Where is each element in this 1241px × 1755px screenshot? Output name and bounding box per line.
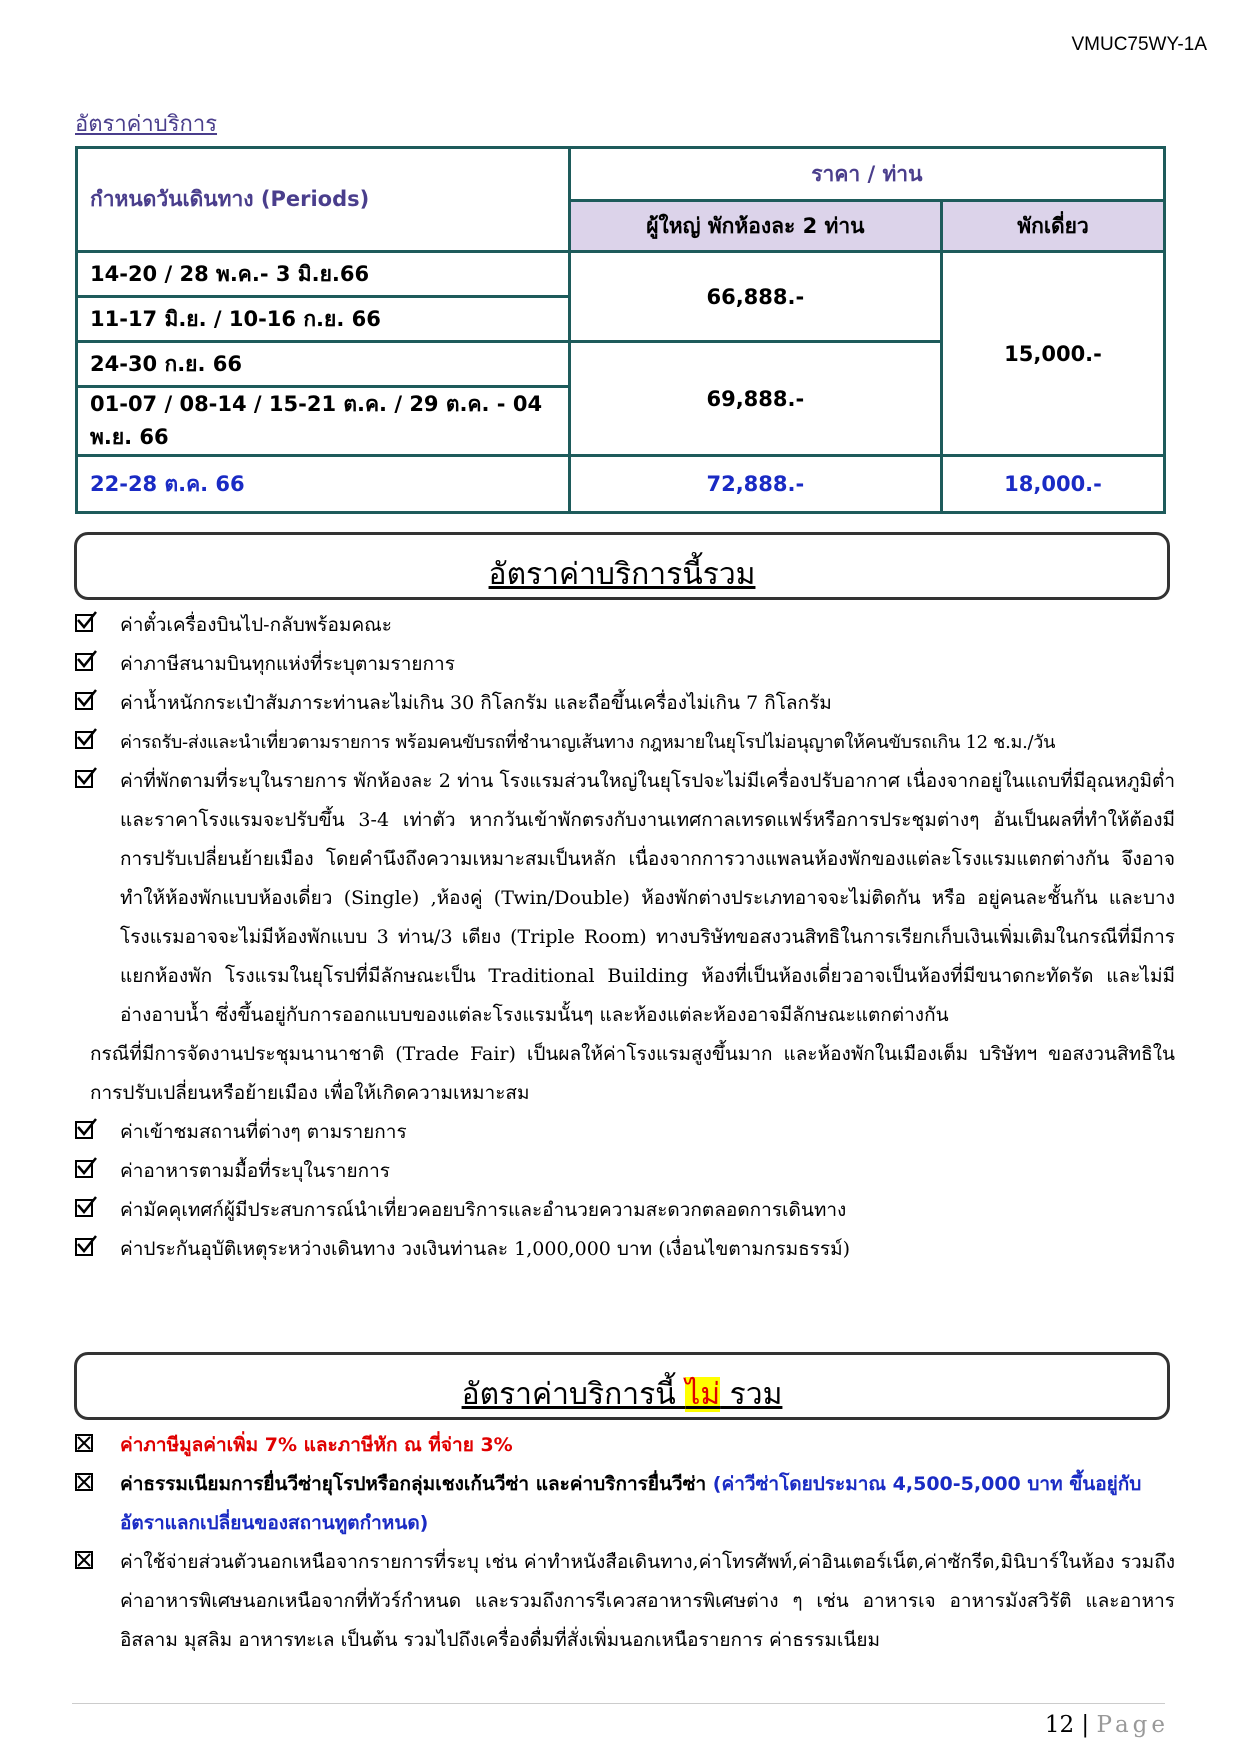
included-title: อัตราค่าบริการนี้รวม <box>488 557 756 592</box>
excluded-title: อัตราค่าบริการนี้ ไม่ รวม <box>461 1377 783 1412</box>
period-cell: 22-28 ต.ค. 66 <box>77 456 570 513</box>
single-header: พักเดี่ยว <box>942 201 1165 252</box>
checkbox-x-icon <box>75 1551 93 1569</box>
included-item: ค่าน้ำหนักกระเป๋าสัมภาระท่านละไม่เกิน 30 กิโลกรัม และถือขึ้นเครื่องไม่เกิน 7 กิโลกรัม <box>75 684 1175 723</box>
adult-header: ผู้ใหญ่ พักห้องละ 2 ท่าน <box>569 201 941 252</box>
footer-divider <box>72 1703 1165 1704</box>
checkbox-checked-icon <box>75 731 93 749</box>
single-cell: 18,000.- <box>942 456 1165 513</box>
checkbox-x-icon <box>75 1473 93 1491</box>
page-word: Page <box>1096 1712 1169 1738</box>
included-item: ค่ารถรับ-ส่งและนำเที่ยวตามรายการ พร้อมคนขับรถที่ชำนาญเส้นทาง กฎหมายในยุโรปไม่อนุญาตให้คนขับรถเกิน 12 ช.ม./วัน <box>75 723 1175 762</box>
checkbox-checked-icon <box>75 770 93 788</box>
period-cell: 11-17 มิ.ย. / 10-16 ก.ย. 66 <box>77 297 570 342</box>
price-cell: 69,888.- <box>569 342 941 456</box>
period-header: กำหนดวันเดินทาง (Periods) <box>77 148 570 252</box>
document-code: VMUC75WY-1A <box>1071 34 1207 55</box>
checkbox-checked-icon <box>75 692 93 710</box>
period-cell: 24-30 ก.ย. 66 <box>77 342 570 387</box>
not-highlight: ไม่ <box>685 1377 721 1412</box>
included-item: ค่าประกันอุบัติเหตุระหว่างเดินทาง วงเงินท่านละ 1,000,000 บาท (เงื่อนไขตามกรมธรรม์) <box>75 1230 1175 1269</box>
included-item: ค่าเข้าชมสถานที่ต่างๆ ตามรายการ <box>75 1113 1175 1152</box>
checkbox-checked-icon <box>75 1238 93 1256</box>
trade-fair-note: กรณีที่มีการจัดงานประชุมนานาชาติ (Trade Fair) เป็นผลให้ค่าโรงแรมสูงขึ้นมาก และห้องพักในเมืองเต็ม บริษัทฯ ขอสงวนสิทธิในการปรับเปลี่ยนหรือย้ายเมือง เพื่อให้เกิดความเหมาะสม <box>90 1043 1175 1104</box>
price-cell: 72,888.- <box>569 456 941 513</box>
excluded-item: ค่าภาษีมูลค่าเพิ่ม 7% และภาษีหัก ณ ที่จ่าย 3% <box>75 1426 1175 1465</box>
excluded-item: ค่าใช้จ่ายส่วนตัวนอกเหนือจากรายการที่ระบุ เช่น ค่าทำหนังสือเดินทาง,ค่าโทรศัพท์,ค่าอินเตอร์เน็ต,ค่าซักรีด,มินิบาร์ในห้อง รวมถึงค่าอาหารพิเศษนอกเหนือจากที่ทัวร์กำหนด และรวมถึงการรีเควสอาหารพิเศษต่าง ๆ เช่น อาหารเจ อาหารมังสวิรัติ และอาหารอิสลาม มุสลิม อาหารทะเล เป็นต้น รวมไปถึงเครื่องดื่มที่สั่งเพิ่มนอกเหนือรายการ ค่าธรรมเนียม <box>75 1543 1175 1660</box>
excluded-item: ค่าธรรมเนียมการยื่นวีซ่ายุโรปหรือกลุ่มเชงเก้นวีซ่า และค่าบริการยื่นวีซ่า (ค่าวีซ่าโดยประมาณ 4,500-5,000 บาท ขึ้นอยู่กับอัตราแลกเปลี่ยนของสถานทูตกำหนด) <box>75 1465 1175 1543</box>
period-cell: 14-20 / 28 พ.ค.- 3 มิ.ย.66 <box>77 252 570 297</box>
page-footer: 12 | Page <box>1044 1712 1169 1738</box>
included-item: ค่ามัคคุเทศก์ผู้มีประสบการณ์นำเที่ยวคอยบริการและอำนวยความสะดวกตลอดการเดินทาง <box>75 1191 1175 1230</box>
price-cell: 66,888.- <box>569 252 941 342</box>
checkbox-checked-icon <box>75 614 93 632</box>
excluded-list <box>75 1426 1175 1660</box>
included-heading-box <box>74 532 1170 600</box>
excluded-heading-box <box>74 1352 1170 1420</box>
price-header: ราคา / ท่าน <box>569 148 1164 201</box>
checkbox-checked-icon <box>75 1160 93 1178</box>
section-title: อัตราค่าบริการ <box>75 112 218 137</box>
checkbox-checked-icon <box>75 1121 93 1139</box>
period-cell: 01-07 / 08-14 / 15-21 ต.ค. / 29 ต.ค. - 04 พ.ย. 66 <box>77 387 570 456</box>
included-item: ค่าที่พักตามที่ระบุในรายการ พักห้องละ 2 ท่าน โรงแรมส่วนใหญ่ในยุโรปจะไม่มีเครื่องปรับอากาศ เนื่องจากอยู่ในแถบที่มีอุณหภูมิต่ำและราคาโรงแรมจะปรับขึ้น 3-4 เท่าตัว หากวันเข้าพักตรงกับงานเทศกาลเทรดแฟร์หรือการประชุมต่างๆ อันเป็นผลที่ทำให้ต้องมีการปรับเปลี่ยนย้ายเมือง โดยคำนึงถึงความเหมาะสมเป็นหลัก เนื่องจากการวางแพลนห้องพักของแต่ละโรงแรมแตกต่างกัน จึงอาจทำให้ห้องพักแบบห้องเดี่ยว (Single) ,ห้องคู่ (Twin/Double) ห้องพักต่างประเภทอาจจะไม่ติดกัน หรือ อยู่คนละชั้นกัน และบางโรงแรมอาจจะไม่มีห้องพักแบบ 3 ท่าน/3 เตียง (Triple Room) ทางบริษัทขอสงวนสิทธิในการเรียกเก็บเงินเพิ่มเติมในกรณีที่มีการแยกห้องพัก โรงแรมในยุโรปที่มีลักษณะเป็น Traditional Building ห้องที่เป็นห้องเดี่ยวอาจเป็นห้องที่มีขนาดกะทัดรัด และไม่มีอ่างอาบน้ำ ซึ่งขึ้นอยู่กับการออกแบบของแต่ละโรงแรมนั้นๆ และห้องแต่ละห้องอาจมีลักษณะแตกต่างกัน <box>75 762 1175 1035</box>
checkbox-x-icon <box>75 1434 93 1452</box>
price-table <box>75 146 1166 514</box>
included-item: ค่าตั๋วเครื่องบินไป-กลับพร้อมคณะ <box>75 606 1175 645</box>
included-item: ค่าอาหารตามมื้อที่ระบุในรายการ <box>75 1152 1175 1191</box>
page-number: 12 <box>1044 1712 1075 1738</box>
checkbox-checked-icon <box>75 1199 93 1217</box>
single-cell: 15,000.- <box>942 252 1165 456</box>
included-item: ค่าภาษีสนามบินทุกแห่งที่ระบุตามรายการ <box>75 645 1175 684</box>
checkbox-checked-icon <box>75 653 93 671</box>
included-list <box>75 606 1175 1269</box>
